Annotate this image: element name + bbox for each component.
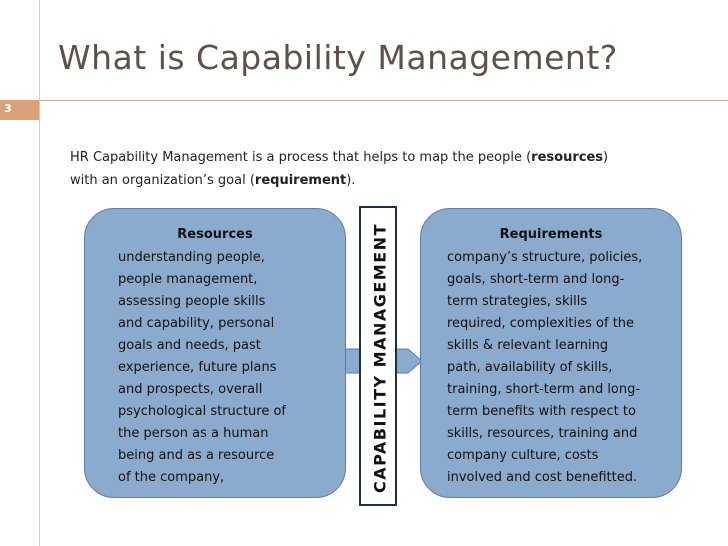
requirements-line: path, availability of skills,: [447, 360, 613, 375]
resources-list: [118, 247, 286, 489]
resources-line: people management,: [118, 272, 258, 287]
resources-line: and capability, personal: [118, 316, 275, 331]
requirements-line: goals, short-term and long-: [447, 272, 625, 287]
slide-number: 3: [4, 102, 12, 115]
requirements-line: company’s structure, policies,: [447, 250, 643, 265]
intro-line-2-text: with an organization’s goal (: [70, 173, 255, 188]
intro-line-1-text: HR Capability Management is a process that helps to map the people (: [70, 150, 532, 165]
requirements-box: [420, 208, 682, 498]
intro-requirement-term: requirement: [254, 173, 347, 188]
resources-line: of the company,: [118, 470, 225, 485]
capability-management-label-box: [359, 206, 397, 506]
left-margin-line: [39, 0, 40, 546]
requirements-heading: Requirements: [499, 227, 603, 242]
intro-line-2: [70, 169, 710, 192]
slide-number-badge: [0, 100, 39, 120]
resources-line: the person as a human: [118, 426, 269, 441]
requirements-list: [447, 247, 642, 489]
title-divider: [40, 100, 728, 101]
capability-management-label: CAPABILITY MANAGEMENT: [370, 223, 390, 493]
intro-resources-term: resources: [531, 150, 603, 165]
requirements-line: skills, resources, training and: [447, 426, 638, 441]
resources-line: and prospects, overall: [118, 382, 263, 397]
intro-line-2-end: ).: [346, 173, 356, 188]
requirements-line: term benefits with respect to: [447, 404, 636, 419]
resources-line: assessing people skills: [118, 294, 266, 309]
resources-line: understanding people,: [118, 250, 265, 265]
requirements-line: involved and cost benefitted.: [447, 470, 638, 485]
requirements-line: skills & relevant learning: [447, 338, 609, 353]
requirements-line: training, short-term and long-: [447, 382, 641, 397]
resources-line: psychological structure of: [118, 404, 287, 419]
resources-line: goals and needs, past: [118, 338, 261, 353]
slide-title: What is Capability Management?: [58, 38, 618, 77]
resources-heading: Resources: [177, 227, 253, 242]
resources-line: experience, future plans: [118, 360, 277, 375]
requirements-line: term strategies, skills: [447, 294, 588, 309]
intro-paragraph: [70, 146, 710, 192]
intro-line-1-end: ): [603, 150, 609, 165]
intro-line-1: [70, 146, 710, 169]
requirements-line: company culture, costs: [447, 448, 599, 463]
requirements-line: required, complexities of the: [447, 316, 635, 331]
resources-box: [84, 208, 346, 498]
resources-line: being and as a resource: [118, 448, 275, 463]
